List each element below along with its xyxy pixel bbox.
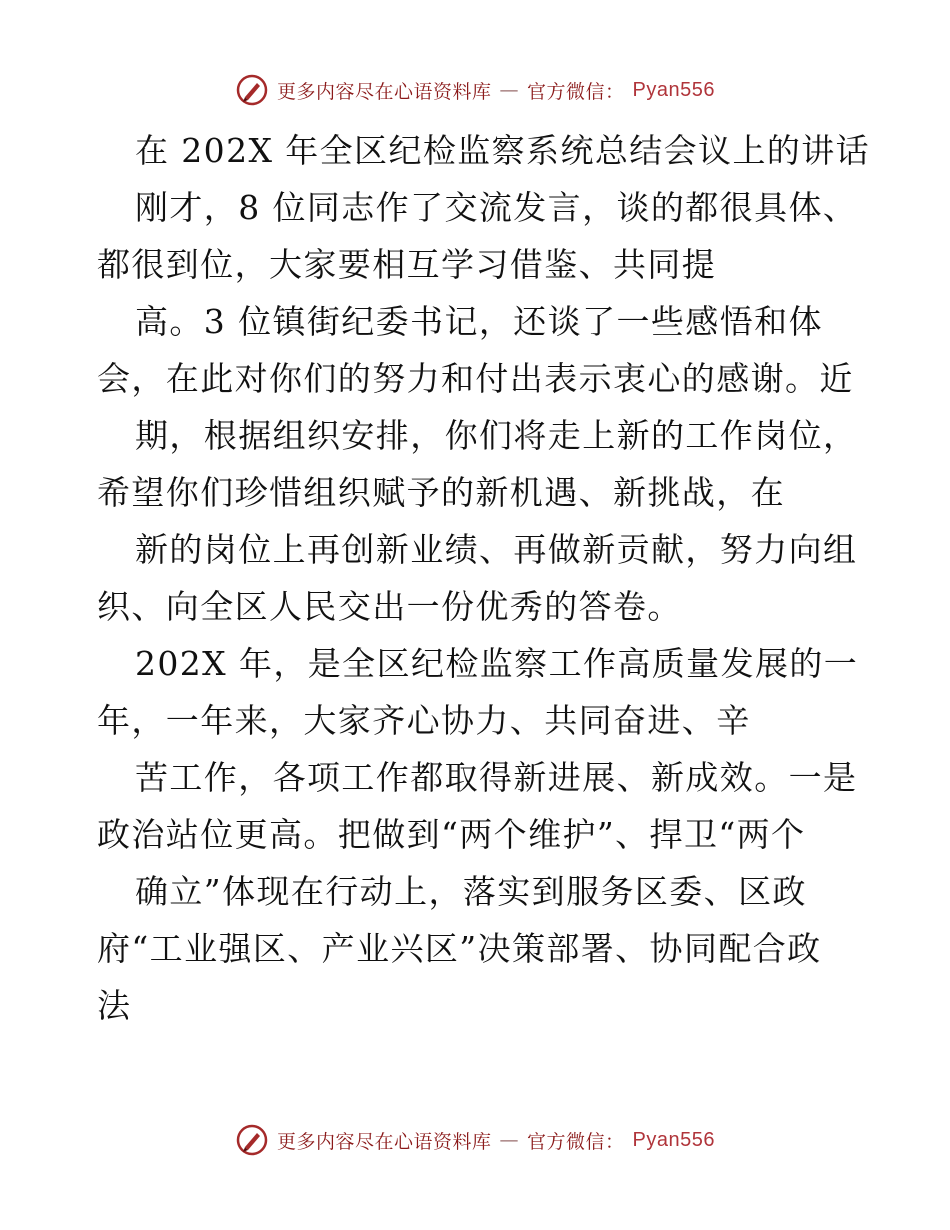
text-line: 都很到位，大家要相互学习借鉴、共同提	[97, 245, 717, 284]
banner-main-text: 更多内容尽在心语资料库	[277, 1130, 492, 1153]
banner-wechat-label: 官方微信：	[527, 80, 625, 103]
text-line: 新的岗位上再创新业绩、再做新贡献，努力向组	[135, 530, 858, 569]
text-line: 法	[97, 986, 132, 1025]
document-title: 在 202X 年全区纪检监察系统总结会议上的讲话	[135, 131, 871, 170]
banner-separator: —	[499, 79, 520, 101]
text-line: 政治站位更高。把做到“两个维护”、捍卫“两个	[97, 815, 806, 854]
footer-watermark	[0, 1120, 950, 1160]
text-line: 织、向全区人民交出一份优秀的答卷。	[97, 587, 682, 626]
text-line: 刚才，8 位同志作了交流发言，谈的都很具体、	[135, 188, 858, 227]
header-watermark	[0, 70, 950, 110]
text-line: 府“工业强区、产业兴区”决策部署、协同配合政	[97, 929, 822, 968]
text-line: 202X 年，是全区纪检监察工作高质量发展的一	[135, 644, 859, 683]
text-line: 苦工作，各项工作都取得新进展、新成效。一是	[135, 758, 858, 797]
text-line: 年，一年来，大家齐心协力、共同奋进、辛	[97, 701, 751, 740]
banner-main-text: 更多内容尽在心语资料库	[277, 80, 492, 103]
text-line: 期，根据组织安排，你们将走上新的工作岗位，	[135, 416, 858, 455]
banner-wechat-label: 官方微信：	[527, 1130, 625, 1153]
banner-wechat-account: Pyan556	[632, 1128, 715, 1151]
pen-logo-icon	[235, 1123, 269, 1157]
text-line: 希望你们珍惜组织赋予的新机遇、新挑战，在	[97, 473, 785, 512]
pen-logo-icon	[235, 73, 269, 107]
text-line: 高。3 位镇街纪委书记，还谈了一些感悟和体	[135, 302, 823, 341]
banner-separator: —	[499, 1129, 520, 1151]
document-paragraphs	[97, 179, 857, 1034]
text-line: 确立”体现在行动上，落实到服务区委、区政	[135, 872, 807, 911]
text-line: 会，在此对你们的努力和付出表示衷心的感谢。近	[97, 359, 854, 398]
banner-wechat-account: Pyan556	[632, 78, 715, 101]
document-body	[97, 122, 871, 1034]
